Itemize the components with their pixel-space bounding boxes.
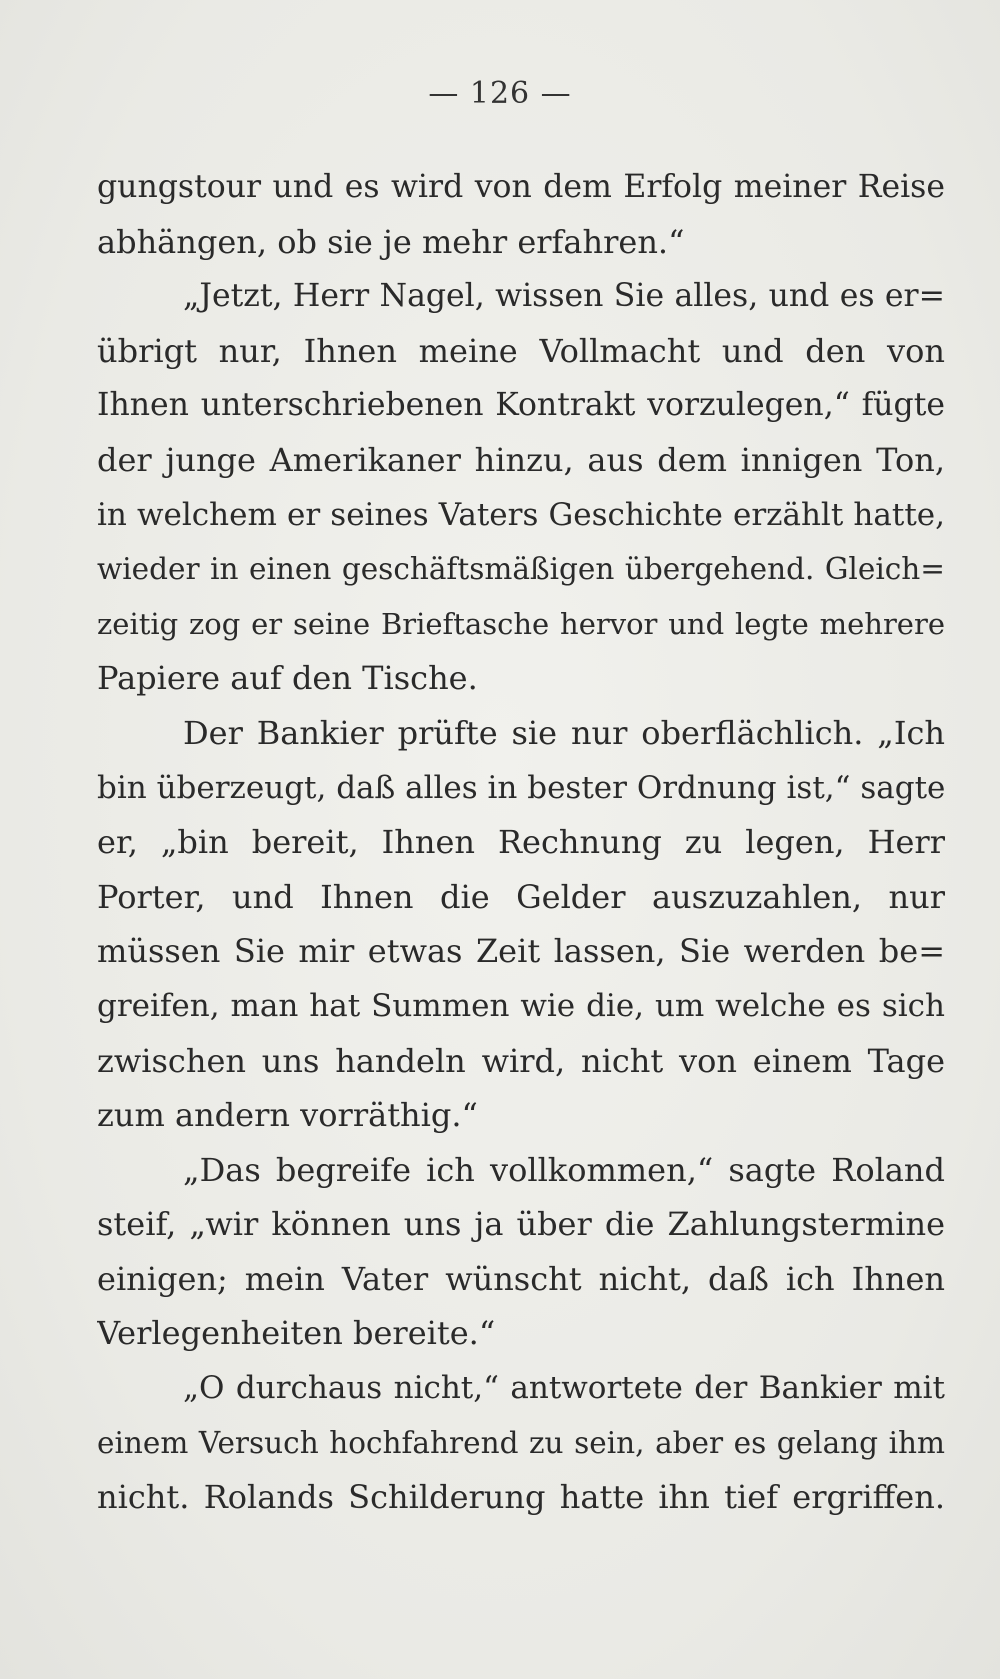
text-line: Verlegenheiten bereite.“ <box>97 1314 496 1353</box>
text-line: steif, „wir können uns ja über die Zahlungstermine <box>97 1205 945 1244</box>
text-line: zum andern vorräthig.“ <box>97 1096 478 1135</box>
text-line: er, „bin bereit, Ihnen Rechnung zu legen, Herr <box>97 823 945 862</box>
text-line: übrigt nur, Ihnen meine Vollmacht und den von <box>97 331 945 370</box>
text-line: abhängen, ob sie je mehr erfahren.“ <box>97 222 685 261</box>
text-line: Papiere auf den Tische. <box>97 659 478 698</box>
text-line: zwischen uns handeln wird, nicht von einem Tage <box>97 1041 945 1080</box>
text-line: Der Bankier prüfte sie nur oberflächlich. „Ich <box>183 713 945 752</box>
text-line: „O durchaus nicht,“ antwortete der Bankier mit <box>183 1370 945 1407</box>
text-line: in welchem er seines Vaters Geschichte erzählt hatte, <box>97 496 945 533</box>
text-line: einem Versuch hochfahrend zu sein, aber es gelang ihm <box>97 1425 945 1460</box>
text-line: nicht. Rolands Schilderung hatte ihn tief ergriffen. <box>97 1478 945 1517</box>
text-line: der junge Amerikaner hinzu, aus dem innigen Ton, <box>97 440 945 479</box>
text-line: zeitig zog er seine Brieftasche hervor und legte mehrere <box>97 606 945 641</box>
text-line: Porter, und Ihnen die Gelder auszuzahlen, nur <box>97 877 945 916</box>
text-line: Ihnen unterschriebenen Kontrakt vorzulegen,“ fügte <box>97 387 945 424</box>
text-line: „Das begreife ich vollkommen,“ sagte Roland <box>183 1150 945 1189</box>
text-line: „Jetzt, Herr Nagel, wissen Sie alles, und es er= <box>183 278 945 315</box>
page-number: — 126 — <box>428 76 572 111</box>
text-line: gungstour und es wird von dem Erfolg meiner Reise <box>97 169 945 205</box>
text-line: wieder in einen geschäftsmäßigen übergehend. Gleich= <box>97 552 945 587</box>
text-line: bin überzeugt, daß alles in bester Ordnung ist,“ sagte <box>97 769 945 806</box>
text-line: müssen Sie mir etwas Zeit lassen, Sie werden be= <box>97 932 945 971</box>
body-text <box>97 160 945 1525</box>
text-line: greifen, man hat Summen wie die, um welche es sich <box>97 987 945 1024</box>
text-line: einigen; mein Vater wünscht nicht, daß ich Ihnen <box>97 1259 945 1298</box>
